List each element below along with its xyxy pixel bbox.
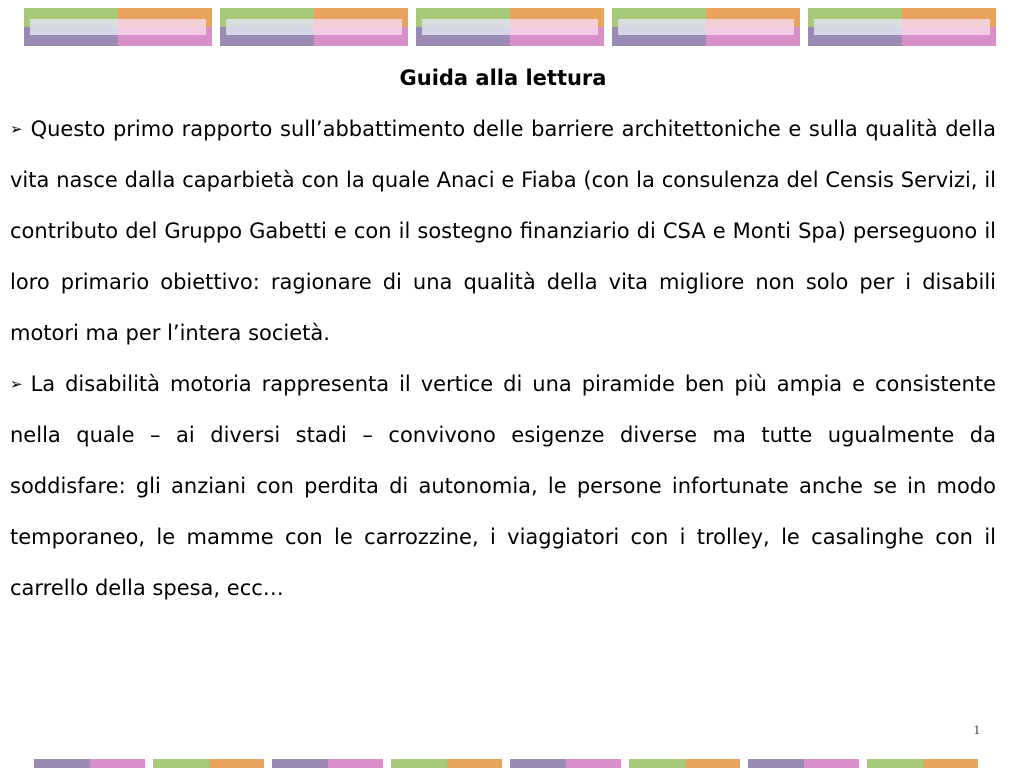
decorative-block: [24, 8, 212, 46]
decorative-strip: [867, 759, 978, 768]
decorative-strip: [510, 759, 621, 768]
decorative-block: [808, 8, 996, 46]
decorative-strip: [748, 759, 859, 768]
slide-content: [10, 104, 996, 614]
bullet-paragraph: [10, 104, 996, 359]
arrow-bullet-icon: ➢: [10, 375, 23, 393]
bottom-decorative-band: [34, 759, 1024, 768]
decorative-strip: [391, 759, 502, 768]
decorative-strip: [34, 759, 145, 768]
arrow-bullet-icon: ➢: [10, 120, 23, 138]
decorative-block: [416, 8, 604, 46]
decorative-strip: [153, 759, 264, 768]
top-decorative-band: [24, 8, 999, 48]
page-number: 1: [973, 722, 980, 737]
slide-title: Guida alla lettura: [399, 66, 607, 90]
bullet-text: Questo primo rapporto sull’abbattimento delle barriere architettoniche e sulla qualità della vita nasce dalla caparbietà con la quale Anaci e Fiaba (con la consulenza del Censis Servizi, il contributo del Gruppo Gabetti e con il sostegno finanziario di CSA e Monti Spa) perseguono il loro primario obiettivo: ragionare di una qualità della vita migliore non solo per i disabili motori ma per l’intera società.: [10, 117, 996, 345]
decorative-block: [220, 8, 408, 46]
decorative-strip: [629, 759, 740, 768]
bullet-text: La disabilità motoria rappresenta il vertice di una piramide ben più ampia e consistente nella quale – ai diversi stadi – convivono esigenze diverse ma tutte ugualmente da soddisfare: gli anziani con perdita di autonomia, le persone infortunate anche se in modo temporaneo, le mamme con le carrozzine, i viaggiatori con i trolley, le casalinghe con il carrello della spesa, ecc…: [10, 372, 996, 600]
bullet-paragraph: [10, 359, 996, 614]
decorative-strip: [272, 759, 383, 768]
decorative-block: [612, 8, 800, 46]
